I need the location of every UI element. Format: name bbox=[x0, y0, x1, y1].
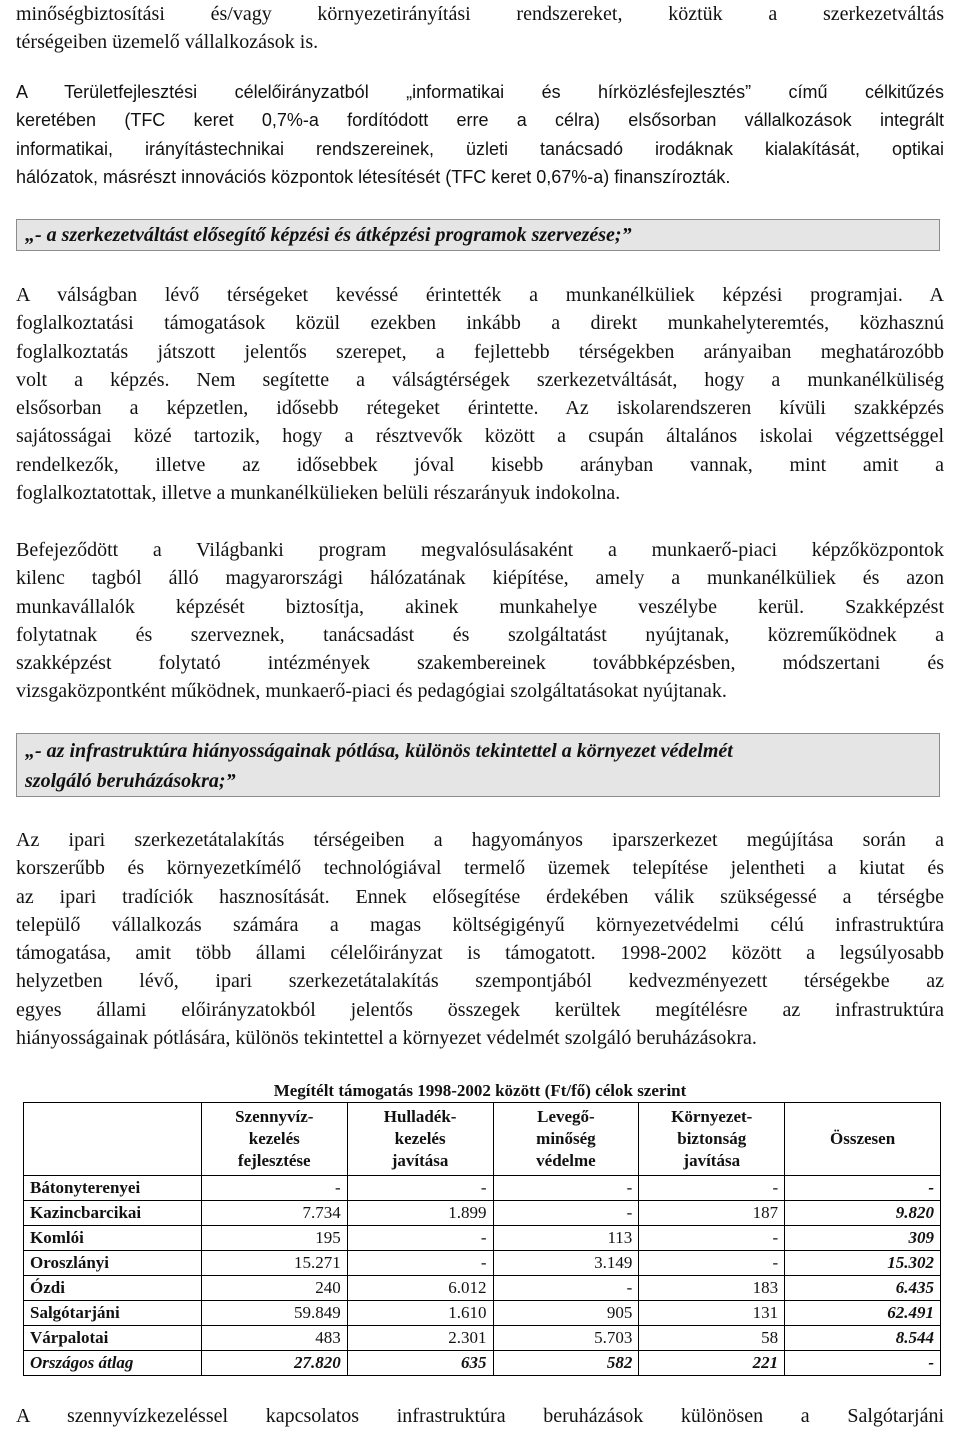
table-cell: 183 bbox=[639, 1276, 785, 1301]
total-cell: 6.435 bbox=[785, 1276, 941, 1301]
table-row-national-average bbox=[24, 1351, 941, 1376]
table-cell: 7.734 bbox=[201, 1201, 347, 1226]
total-cell: 309 bbox=[785, 1226, 941, 1251]
text-line: elsősorban a képzetlen, idősebb rétegeket érintette. Az iskolarendszeren kívüli szakképzés bbox=[16, 397, 944, 420]
text-line: informatikai, irányítástechnikai rendszereinek, üzleti tanácsadó irodáknak kialakítását, optikai bbox=[16, 138, 944, 159]
row-label: Ózdi bbox=[24, 1276, 202, 1301]
table-cell: - bbox=[639, 1176, 785, 1201]
table-row bbox=[24, 1251, 941, 1276]
paragraph-crisis-regions bbox=[16, 281, 944, 507]
table-cell: 187 bbox=[639, 1201, 785, 1226]
table-header-row bbox=[24, 1103, 941, 1176]
text-line: rendelkezők, illetve az idősebbek jóval kisebb arányban vannak, mint amit a bbox=[16, 453, 944, 476]
table-caption: Megítélt támogatás 1998-2002 között (Ft/fő) célok szerint bbox=[273, 1081, 687, 1100]
total-cell: 9.820 bbox=[785, 1201, 941, 1226]
table-cell: 1.610 bbox=[347, 1301, 493, 1326]
paragraph-top bbox=[16, 0, 944, 57]
table-cell: 5.703 bbox=[493, 1326, 639, 1351]
section-heading-infrastructure bbox=[16, 733, 940, 797]
total-cell: 8.544 bbox=[785, 1326, 941, 1351]
support-table bbox=[23, 1102, 941, 1376]
text-line: sajátosságai közé tartozik, hogy a résztvevők között a csupán általános iskolai végzettséggel bbox=[16, 425, 944, 448]
text-line: korszerűbb és környezetkímélő technológiával termelő üzemek telepítése jelentheti a kiutat és bbox=[16, 857, 944, 880]
header-cell: Szennyvíz- kezelés fejlesztése bbox=[201, 1103, 347, 1176]
table-row bbox=[24, 1201, 941, 1226]
text-line: Befejeződött a Világbanki program megvalósulásaként a munkaerő-piaci képzőközpontok bbox=[16, 539, 944, 561]
header-cell-empty bbox=[24, 1103, 202, 1176]
text-line: foglalkoztatottak, illetve a munkanélkülieken belüli részarányuk indokolna. bbox=[16, 482, 621, 505]
table-cell: - bbox=[347, 1176, 493, 1201]
paragraph-industrial-restructuring bbox=[16, 826, 944, 1052]
text-line: munkavállalók képzését biztosítja, akinek munkahelye veszélybe kerül. Szakképzést bbox=[16, 595, 944, 618]
table-row bbox=[24, 1301, 941, 1326]
text-line: települő vállalkozás számára a magas költségigényű környezetvédelmi célú infrastruktúra bbox=[16, 913, 944, 936]
text-line: A Területfejlesztési célelőirányzatból „informatikai és hírközlésfejlesztés” című célkitűzés bbox=[16, 82, 944, 102]
text-line: helyzetben lévő, ipari szerkezetátalakítás szempontjából kedvezményezett térségekbe az bbox=[16, 970, 944, 993]
text-line: egyes állami előirányzatokból jelentős összegek kerültek megítélésre az infrastruktúra bbox=[16, 998, 944, 1021]
row-label: Salgótarjáni bbox=[24, 1301, 202, 1326]
heading-line: „- az infrastruktúra hiányosságainak pótlása, különös tekintettel a környezet védelmét bbox=[25, 740, 733, 762]
header-cell: Hulladék- kezelés javítása bbox=[347, 1103, 493, 1176]
table-row bbox=[24, 1326, 941, 1351]
text-line: hiányosságainak pótlására, különös tekintettel a környezet védelmét szolgáló beruházásokra. bbox=[16, 1027, 757, 1050]
text-line: A válságban lévő térségeket kevéssé érintették a munkanélküliek képzési programjai. A bbox=[16, 284, 944, 306]
section-heading-training: „- a szerkezetváltást elősegítő képzési és átképzési programok szervezése;” bbox=[16, 219, 940, 251]
table-cell: 2.301 bbox=[347, 1326, 493, 1351]
table-cell: 6.012 bbox=[347, 1276, 493, 1301]
row-label: Várpalotai bbox=[24, 1326, 202, 1351]
total-cell: - bbox=[785, 1176, 941, 1201]
table-cell: 195 bbox=[201, 1226, 347, 1251]
text-line: foglalkoztatási támogatások közül ezekben inkább a direkt munkahelyteremtés, közhasznú bbox=[16, 312, 944, 335]
text-line: szakképzést folytató intézmények szakembereinek továbbképzésben, módszertani és bbox=[16, 652, 944, 675]
row-label: Kazincbarcikai bbox=[24, 1201, 202, 1226]
table-cell: - bbox=[493, 1276, 639, 1301]
table-cell: - bbox=[347, 1251, 493, 1276]
table-cell: 483 bbox=[201, 1326, 347, 1351]
row-label: Országos átlag bbox=[24, 1351, 202, 1376]
table-cell: 59.849 bbox=[201, 1301, 347, 1326]
total-cell: - bbox=[785, 1351, 941, 1376]
paragraph-world-bank bbox=[16, 536, 944, 706]
header-cell: Összesen bbox=[785, 1103, 941, 1176]
text-line: hálózatok, másrészt innovációs központok létesítését (TFC keret 0,67%-a) finanszírozták. bbox=[16, 166, 731, 187]
heading-line: szolgáló beruházásokra;” bbox=[25, 770, 236, 792]
text-line: folytatnak és szerveznek, tanácsadást és szolgáltatást nyújtanak, közreműködnek a bbox=[16, 623, 944, 646]
table-cell: 58 bbox=[639, 1326, 785, 1351]
text-line: támogatása, amit több állami célelőirányzat is támogatott. 1998-2002 között a legsúlyosabb bbox=[16, 942, 944, 965]
header-cell: Levegő- minőség védelme bbox=[493, 1103, 639, 1176]
table-cell: 131 bbox=[639, 1301, 785, 1326]
row-label: Komlói bbox=[24, 1226, 202, 1251]
table-cell: 221 bbox=[639, 1351, 785, 1376]
total-cell: 15.302 bbox=[785, 1251, 941, 1276]
table-cell: 113 bbox=[493, 1226, 639, 1251]
row-label: Bátonyterenyei bbox=[24, 1176, 202, 1201]
total-cell: 62.491 bbox=[785, 1301, 941, 1326]
table-cell: - bbox=[639, 1251, 785, 1276]
text-line: térségeiben üzemelő vállalkozások is. bbox=[16, 31, 319, 54]
text-line: A szennyvízkezeléssel kapcsolatos infrastruktúra beruházások különösen a Salgótarjáni bbox=[16, 1405, 944, 1427]
table-cell: 240 bbox=[201, 1276, 347, 1301]
paragraph-regional-development bbox=[16, 78, 944, 191]
table-cell: 582 bbox=[493, 1351, 639, 1376]
text-line: minőségbiztosítási és/vagy környezetirányítási rendszereket, köztük a szerkezetváltás bbox=[16, 3, 944, 25]
table-cell: 1.899 bbox=[347, 1201, 493, 1226]
table-cell: 27.820 bbox=[201, 1351, 347, 1376]
text-line: volt a képzés. Nem segítette a válságtérségek szerkezetváltását, hogy a munkanélküliség bbox=[16, 368, 944, 391]
table-cell: - bbox=[639, 1226, 785, 1251]
text-line: foglalkoztatás játszott jelentős szerepet, a fejlettebb térségekben arányaiban meghatározóbb bbox=[16, 340, 944, 363]
table-cell: - bbox=[493, 1176, 639, 1201]
row-label: Oroszlányi bbox=[24, 1251, 202, 1276]
table-cell: - bbox=[201, 1176, 347, 1201]
table-row bbox=[24, 1226, 941, 1251]
text-line: az ipari tradíciók hasznosítását. Ennek elősegítése érdekében válik szükségessé a térségbe bbox=[16, 885, 944, 908]
table-row bbox=[24, 1276, 941, 1301]
table-row bbox=[24, 1176, 941, 1201]
table-cell: 905 bbox=[493, 1301, 639, 1326]
table-cell: - bbox=[347, 1226, 493, 1251]
paragraph-bottom bbox=[16, 1402, 944, 1430]
text-line: vizsgaközpontként működnek, munkaerő-piaci és pedagógiai szolgáltatásokat nyújtanak. bbox=[16, 680, 727, 703]
table-cell: 635 bbox=[347, 1351, 493, 1376]
table-cell: 3.149 bbox=[493, 1251, 639, 1276]
text-line: kilenc tagból álló magyarországi hálózatának kiépítése, amely a munkanélküliek és azon bbox=[16, 567, 944, 590]
text-line: Az ipari szerkezetátalakítás térségeiben a hagyományos iparszerkezet megújítása során a bbox=[16, 829, 944, 851]
table-cell: - bbox=[493, 1201, 639, 1226]
text-line: keretében (TFC keret 0,7%-a fordítódott erre a célra) elsősorban vállalkozások integrált bbox=[16, 110, 944, 131]
table-cell: 15.271 bbox=[201, 1251, 347, 1276]
header-cell: Környezet- biztonság javítása bbox=[639, 1103, 785, 1176]
